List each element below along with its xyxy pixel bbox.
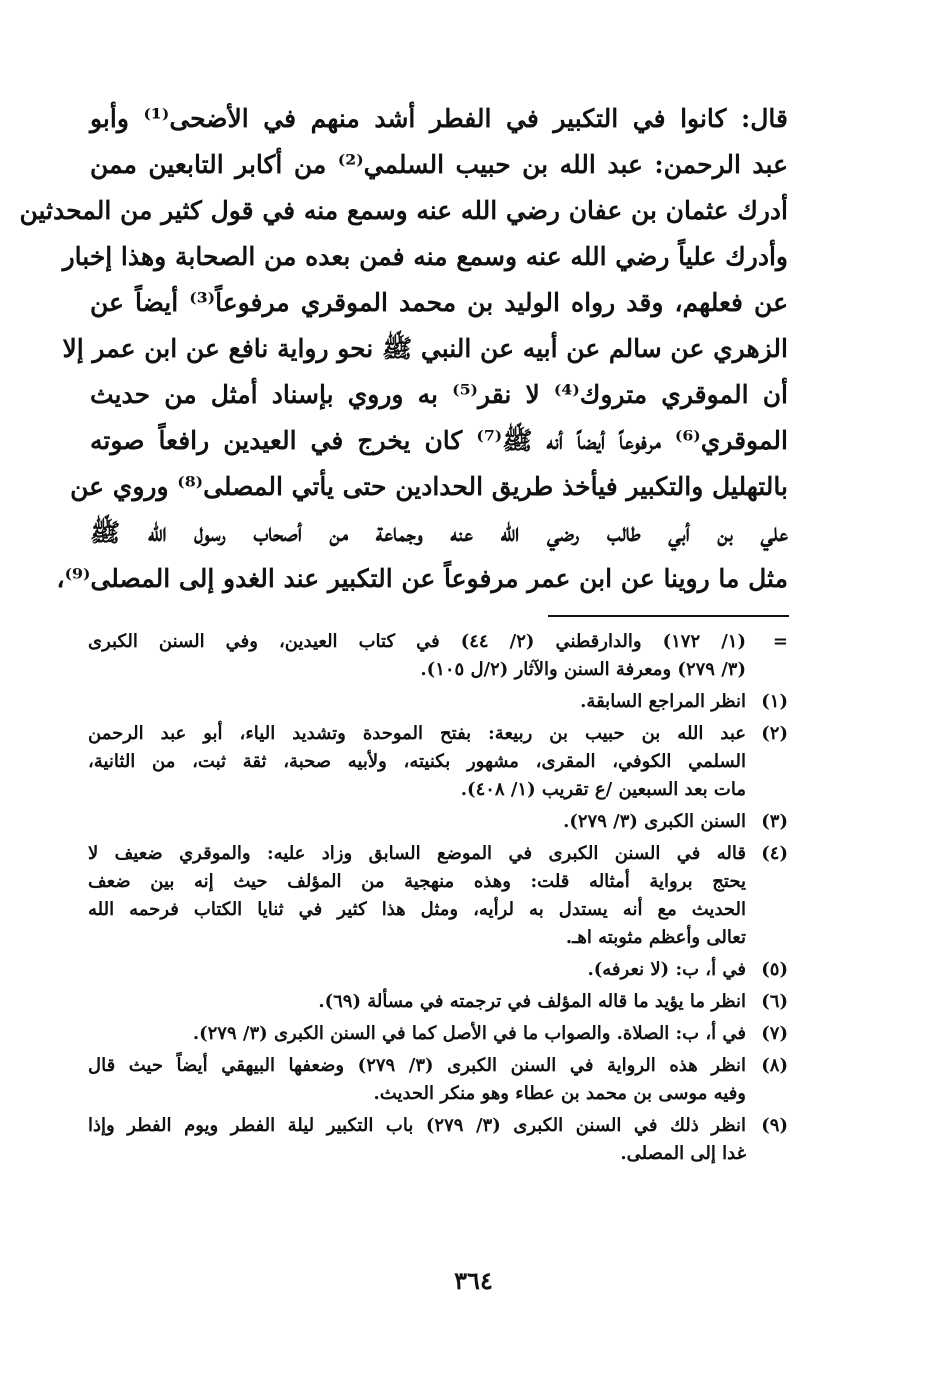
footnote-body: [88, 1052, 746, 1108]
footnote-line: مات بعد السبعين /ع تقريب (١/ ٤٠٨).: [460, 779, 746, 800]
footnote-body: [88, 840, 746, 952]
footnote-1: [88, 688, 788, 716]
main-text-line: الزهري عن سالم عن أبيه عن النبي ﷺ نحو رواية نافع عن ابن عمر إلا: [62, 334, 788, 363]
main-text-line: أن الموقري متروك⁽⁴⁾ لا نقر⁽⁵⁾ به وروي بإسناد أمثل من حديث: [90, 380, 788, 409]
footnote-number: (٧): [761, 1023, 788, 1044]
footnote-number: (٦): [761, 991, 788, 1012]
main-text-line: أدرك عثمان بن عفان رضي الله عنه وسمع منه في قول كثير من المحدثين: [19, 196, 788, 225]
footnote-body: [88, 688, 746, 716]
footnote-number: (٨): [761, 1055, 788, 1076]
footnote-body: [88, 1112, 746, 1168]
main-text-line: بالتهليل والتكبير فيأخذ طريق الحدادين حتى يأتي المصلى⁽⁸⁾ وروي عن: [70, 472, 788, 501]
page-number: ٣٦٤: [454, 1266, 493, 1295]
footnote-body: [88, 628, 746, 684]
footnote-continuation: [88, 628, 788, 684]
footnote-line: السلمي الكوفي، المقرى، مشهور بكنيته، ولأبيه صحبة، ثقة ثبت، من الثانية،: [88, 751, 746, 772]
footnote-line: عبد الله بن حبيب بن ربيعة: بفتح الموحدة وتشديد الياء، أبو عبد الرحمن: [88, 723, 746, 744]
footnote-9: [88, 1112, 788, 1168]
footnote-body: [88, 720, 746, 804]
main-text-line: قال: كانوا في التكبير في الفطر أشد منهم في الأضحى⁽¹⁾ وأبو: [90, 104, 788, 133]
footnote-separator: [548, 615, 789, 617]
footnote-number: (٩): [761, 1115, 788, 1136]
footnote-number: (٤): [761, 843, 788, 864]
footnote-line: وفيه موسى بن محمد بن عطاء وهو منكر الحديث.: [373, 1083, 746, 1104]
footnote-number: (٢): [761, 723, 788, 744]
footnote-line: يحتج برواية أمثاله قلت: وهذه منهجية من المؤلف حيث إنه بين ضعف: [88, 871, 746, 892]
footnote-line: انظر ما يؤيد ما قاله المؤلف في ترجمته في مسألة (٦٩).: [318, 991, 746, 1012]
footnote-body: [88, 808, 746, 836]
footnote-marker: =: [772, 631, 788, 652]
main-text-line: عبد الرحمن: عبد الله بن حبيب السلمي⁽²⁾ من أكابر التابعين ممن: [90, 150, 788, 179]
footnote-line: في أ، ب: (لا نعرفه).: [587, 959, 746, 980]
footnote-line: انظر المراجع السابقة.: [580, 691, 746, 712]
main-text-line: علي بن أبي طالب رضي الله عنه وجماعة من أصحاب رسول الله ﷺ: [90, 518, 788, 547]
footnote-4: [88, 840, 788, 952]
footnote-line: (١/ ١٧٢) والدارقطني (٢/ ٤٤) في كتاب العيدين، وفي السنن الكبرى: [88, 631, 746, 652]
main-text-line: الموقري⁽⁶⁾ مرفوعاً أيضاً أنه ﷺ⁽⁷⁾ كان يخرج في العيدين رافعاً صوته: [90, 426, 788, 455]
main-text-line: وأدرك علياً رضي الله عنه وسمع منه فمن بعده من الصحابة وهذا إخبار: [62, 242, 788, 271]
main-text: [19, 96, 788, 602]
footnote-2: [88, 720, 788, 804]
footnote-line: السنن الكبرى (٣/ ٢٧٩).: [563, 811, 746, 832]
footnote-line: انظر هذه الرواية في السنن الكبرى (٣/ ٢٧٩) وضعفها البيهقي أيضاً حيث قال: [88, 1055, 746, 1076]
footnote-line: غدا إلى المصلى.: [620, 1143, 746, 1164]
footnote-5: [88, 956, 788, 984]
footnote-body: [88, 988, 746, 1016]
footnote-line: انظر ذلك في السنن الكبرى (٣/ ٢٧٩) باب التكبير ليلة الفطر ويوم الفطر وإذا: [88, 1115, 747, 1136]
footnote-line: قاله في السنن الكبرى في الموضع السابق وزاد عليه: والموقري ضعيف لا: [88, 843, 746, 864]
footnote-body: [88, 1020, 746, 1048]
footnote-line: (٣/ ٢٧٩) ومعرفة السنن والآثار (٢/ل ١٠٥).: [420, 659, 746, 680]
main-text-line: مثل ما روينا عن ابن عمر مرفوعاً عن التكبير عند الغدو إلى المصلى⁽⁹⁾،: [56, 564, 788, 593]
footnote-3: [88, 808, 788, 836]
footnotes: [88, 628, 788, 1168]
footnote-6: [88, 988, 788, 1016]
footnote-line: الحديث مع أنه يستدل به لرأيه، ومثل هذا كثير في ثنايا الكتاب فرحمه الله: [88, 899, 746, 920]
main-text-line: عن فعلهم، وقد رواه الوليد بن محمد الموقري مرفوعاً⁽³⁾ أيضاً عن: [90, 288, 788, 317]
footnote-8: [88, 1052, 788, 1108]
footnote-number: (٣): [761, 811, 788, 832]
footnote-number: (١): [761, 691, 788, 712]
footnote-line: في أ، ب: الصلاة. والصواب ما في الأصل كما في السنن الكبرى (٣/ ٢٧٩).: [192, 1023, 746, 1044]
footnote-7: [88, 1020, 788, 1048]
footnote-line: تعالى وأعظم مثوبته اهـ.: [565, 927, 746, 948]
footnote-body: [88, 956, 746, 984]
footnote-number: (٥): [761, 959, 788, 980]
